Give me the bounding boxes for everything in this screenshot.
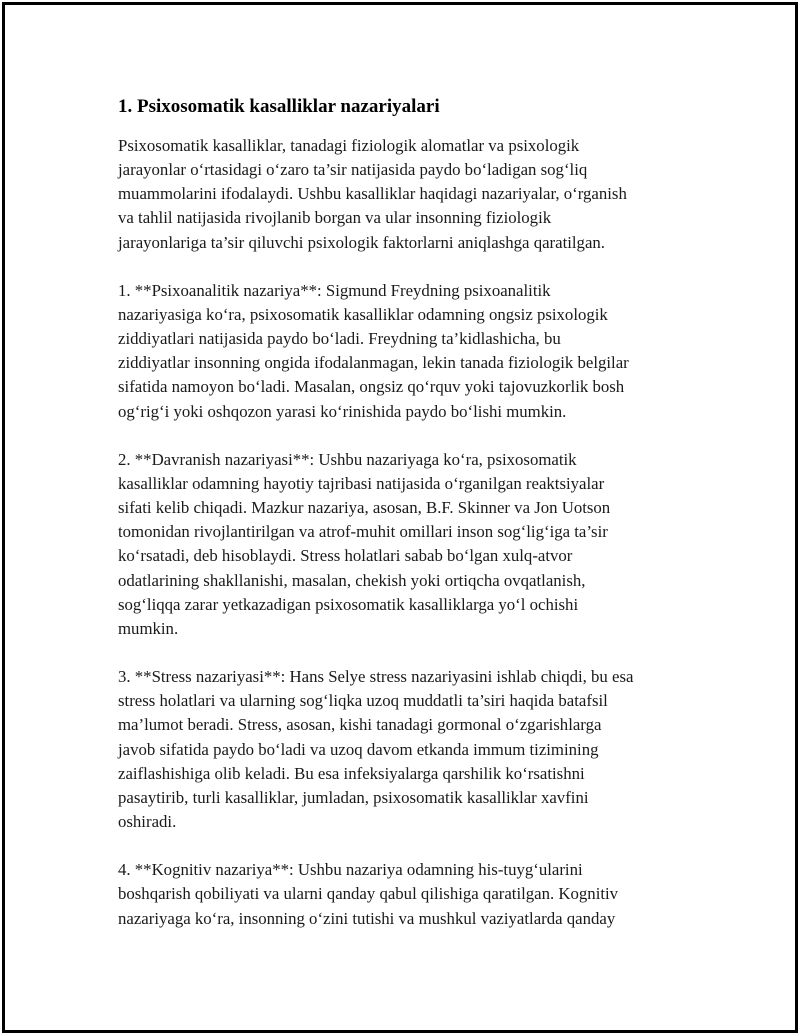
text-line: stress holatlari va ularning sog‘liqka uzoq muddatli ta’siri haqida batafsil (118, 691, 608, 711)
text-line: sog‘liqqa zarar yetkazadigan psixosomatik kasalliklarga yo‘l ochishi (118, 594, 579, 614)
text-line: sifatida namoyon bo‘ladi. Masalan, ongsiz qo‘rquv yoki tajovuzkorlik bosh (118, 377, 625, 397)
text-line: 4. **Kognitiv nazariya**: Ushbu nazariya odamning his-tuyg‘ularini (118, 860, 583, 880)
text-line: Psixosomatik kasalliklar, tanadagi fiziologik alomatlar va psixologik (118, 136, 580, 155)
paragraph-psixoanalitik (118, 279, 718, 424)
text-line: nazariyasiga ko‘ra, psixosomatik kasalliklar odamning ongsiz psixologik (118, 304, 608, 324)
text-line: boshqarish qobiliyati va ularni qanday qabul qilishiga qaratilgan. Kognitiv (118, 884, 619, 904)
text-line: ziddiyatlar insonning ongida ifodalanmagan, lekin tanada fiziologik belgilar (118, 353, 629, 373)
paragraph-kognitiv (118, 858, 718, 930)
text-line: ziddiyatlari natijasida paydo bo‘ladi. Freydning ta’kidlashicha, bu (118, 329, 561, 349)
text-line: sifati kelib chiqadi. Mazkur nazariya, asosan, B.F. Skinner va Jon Uotson (118, 498, 611, 518)
text-line: nazariyaga ko‘ra, insonning o‘zini tutishi va mushkul vaziyatlarda qanday (118, 908, 616, 928)
text-line: jarayonlar o‘rtasidagi o‘zaro ta’sir natijasida paydo bo‘ladigan sog‘liq (118, 160, 588, 180)
text-line: kasalliklar odamning hayotiy tajribasi natijasida o‘rganilgan reaktsiyalar (118, 473, 605, 493)
text-line: zaiflashishiga olib keladi. Bu esa infeksiyalarga qarshilik ko‘rsatishni (118, 763, 585, 783)
paragraph-stress (118, 665, 718, 834)
section-heading: 1. Psixosomatik kasalliklar nazariyalari (118, 96, 440, 117)
text-line: 3. **Stress nazariyasi**: Hans Selye stress nazariyasini ishlab chiqdi, bu esa (118, 667, 634, 687)
text-line: va tahlil natijasida rivojlanib borgan va ular insonning fiziologik (118, 208, 552, 228)
text-line: jarayonlariga ta’sir qiluvchi psixologik faktorlarni aniqlashga qaratilgan. (118, 232, 605, 252)
text-line: oshiradi. (118, 811, 177, 831)
text-line: 1. **Psixoanalitik nazariya**: Sigmund Freydning psixoanalitik (118, 280, 551, 300)
text-line: muammolarini ifodalaydi. Ushbu kasalliklar haqidagi nazariyalar, o‘rganish (118, 184, 627, 204)
text-line: javob sifatida paydo bo‘ladi va uzoq davom etkanda immum tizimining (118, 739, 599, 759)
text-line: mumkin. (118, 618, 179, 638)
paragraph-intro (118, 134, 718, 255)
text-line: 2. **Davranish nazariyasi**: Ushbu nazariyaga ko‘ra, psixosomatik (118, 449, 577, 469)
document-body (118, 94, 718, 955)
text-line: tomonidan rivojlantirilgan va atrof-muhit omillari inson sog‘lig‘iga ta’sir (118, 522, 608, 542)
text-line: ma’lumot beradi. Stress, asosan, kishi tanadagi gormonal o‘zgarishlarga (118, 715, 602, 735)
paragraph-davranish (118, 448, 718, 641)
text-line: pasaytirib, turli kasalliklar, jumladan, psixosomatik kasalliklar xavfini (118, 787, 589, 807)
text-line: odatlarining shakllanishi, masalan, chekish yoki ortiqcha ovqatlanish, (118, 570, 586, 590)
text-line: og‘rig‘i yoki oshqozon yarasi ko‘rinishida paydo bo‘lishi mumkin. (118, 401, 567, 421)
text-line: ko‘rsatadi, deb hisoblaydi. Stress holatlari sabab bo‘lgan xulq-atvor (118, 546, 573, 566)
